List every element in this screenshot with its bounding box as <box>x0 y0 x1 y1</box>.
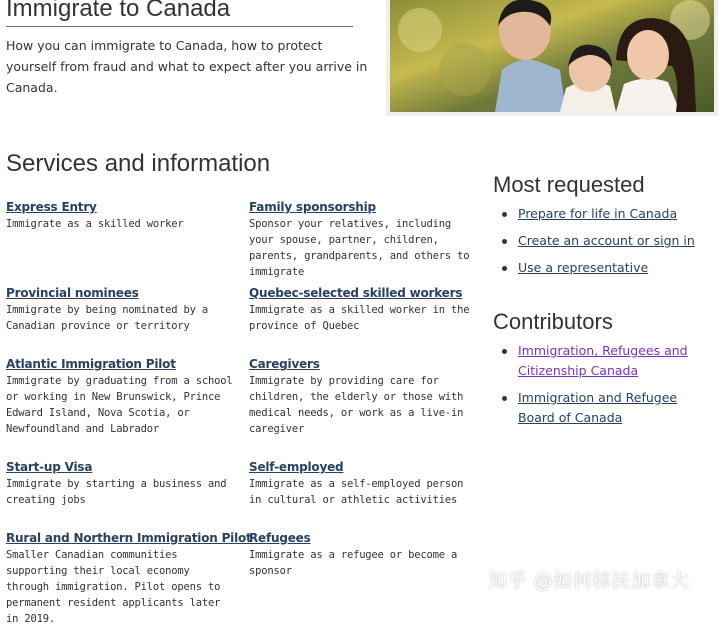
most-requested-heading: Most requested <box>493 172 645 197</box>
list-item <box>500 204 715 224</box>
caregivers-link[interactable]: Caregivers <box>249 357 320 371</box>
page-intro: How you can immigrate to Canada, how to protect yourself from fraud and what to expect after you arrive in Canada. <box>6 38 368 95</box>
bullet-icon <box>502 266 507 271</box>
service-description: Immigrate by graduating from a school or working in New Brunswick, Prince Edward Island, Nova Scotia, or Newfoundland and Labrador <box>6 375 233 435</box>
watermark: 知乎 @如何移民加拿大 <box>488 570 690 592</box>
service-description: Immigrate as a refugee or become a sponsor <box>249 549 458 577</box>
most-requested-list <box>500 204 715 278</box>
service-description: Smaller Canadian communities supporting their local economy through immigration. Pilot opens to permanent resident applicants later in 2019. <box>6 549 221 625</box>
contributors-heading: Contributors <box>493 309 613 334</box>
use-representative-link[interactable]: Use a representative <box>518 260 649 275</box>
services-heading: Services and information <box>6 150 271 177</box>
service-refugees <box>249 530 481 579</box>
service-express-entry <box>6 199 238 232</box>
family-photo <box>390 0 714 112</box>
atlantic-immigration-pilot-link[interactable]: Atlantic Immigration Pilot <box>6 357 176 371</box>
service-caregivers <box>249 356 481 437</box>
service-description: Immigrate as a self-employed person in cultural or athletic activities <box>249 478 464 506</box>
refugees-link[interactable]: Refugees <box>249 531 311 545</box>
ircc-link[interactable]: Immigration, Refugees and Citizenship Canada <box>518 343 688 378</box>
contributors-list <box>500 341 712 428</box>
start-up-visa-link[interactable]: Start-up Visa <box>6 460 93 474</box>
self-employed-link[interactable]: Self-employed <box>249 460 344 474</box>
service-family-sponsorship <box>249 199 481 280</box>
sign-in-link[interactable]: Create an account or sign in <box>518 233 695 248</box>
list-item <box>500 341 712 381</box>
service-atlantic-immigration-pilot <box>6 356 238 437</box>
service-self-employed <box>249 459 481 508</box>
rural-northern-pilot-link[interactable]: Rural and Northern Immigration Pilot <box>6 531 252 545</box>
service-start-up-visa <box>6 459 238 508</box>
service-quebec-skilled-workers <box>249 285 481 334</box>
hero-image <box>386 0 718 116</box>
bullet-icon <box>502 212 507 217</box>
family-sponsorship-link[interactable]: Family sponsorship <box>249 200 376 214</box>
service-description: Immigrate as a skilled worker <box>6 218 184 230</box>
service-description: Immigrate by being nominated by a Canadian province or territory <box>6 304 209 332</box>
bullet-icon <box>502 239 507 244</box>
provincial-nominees-link[interactable]: Provincial nominees <box>6 286 139 300</box>
page-title: Immigrate to Canada <box>6 0 353 27</box>
bullet-icon <box>502 396 507 401</box>
service-description: Immigrate by providing care for children, the elderly or those with medical needs, or work as a live-in caregiver <box>249 375 464 435</box>
service-description: Sponsor your relatives, including your spouse, partner, children, parents, grandparents, and others to immigrate <box>249 218 470 278</box>
list-item <box>500 231 715 251</box>
bullet-icon <box>502 349 507 354</box>
prepare-for-life-link[interactable]: Prepare for life in Canada <box>518 206 678 221</box>
service-description: Immigrate as a skilled worker in the province of Quebec <box>249 304 470 332</box>
service-description: Immigrate by starting a business and creating jobs <box>6 478 227 506</box>
service-provincial-nominees <box>6 285 238 334</box>
irb-link[interactable]: Immigration and Refugee Board of Canada <box>518 390 678 425</box>
service-rural-northern-pilot <box>6 530 252 627</box>
quebec-skilled-workers-link[interactable]: Quebec-selected skilled workers <box>249 286 463 300</box>
list-item <box>500 388 712 428</box>
list-item <box>500 258 715 278</box>
express-entry-link[interactable]: Express Entry <box>6 200 97 214</box>
